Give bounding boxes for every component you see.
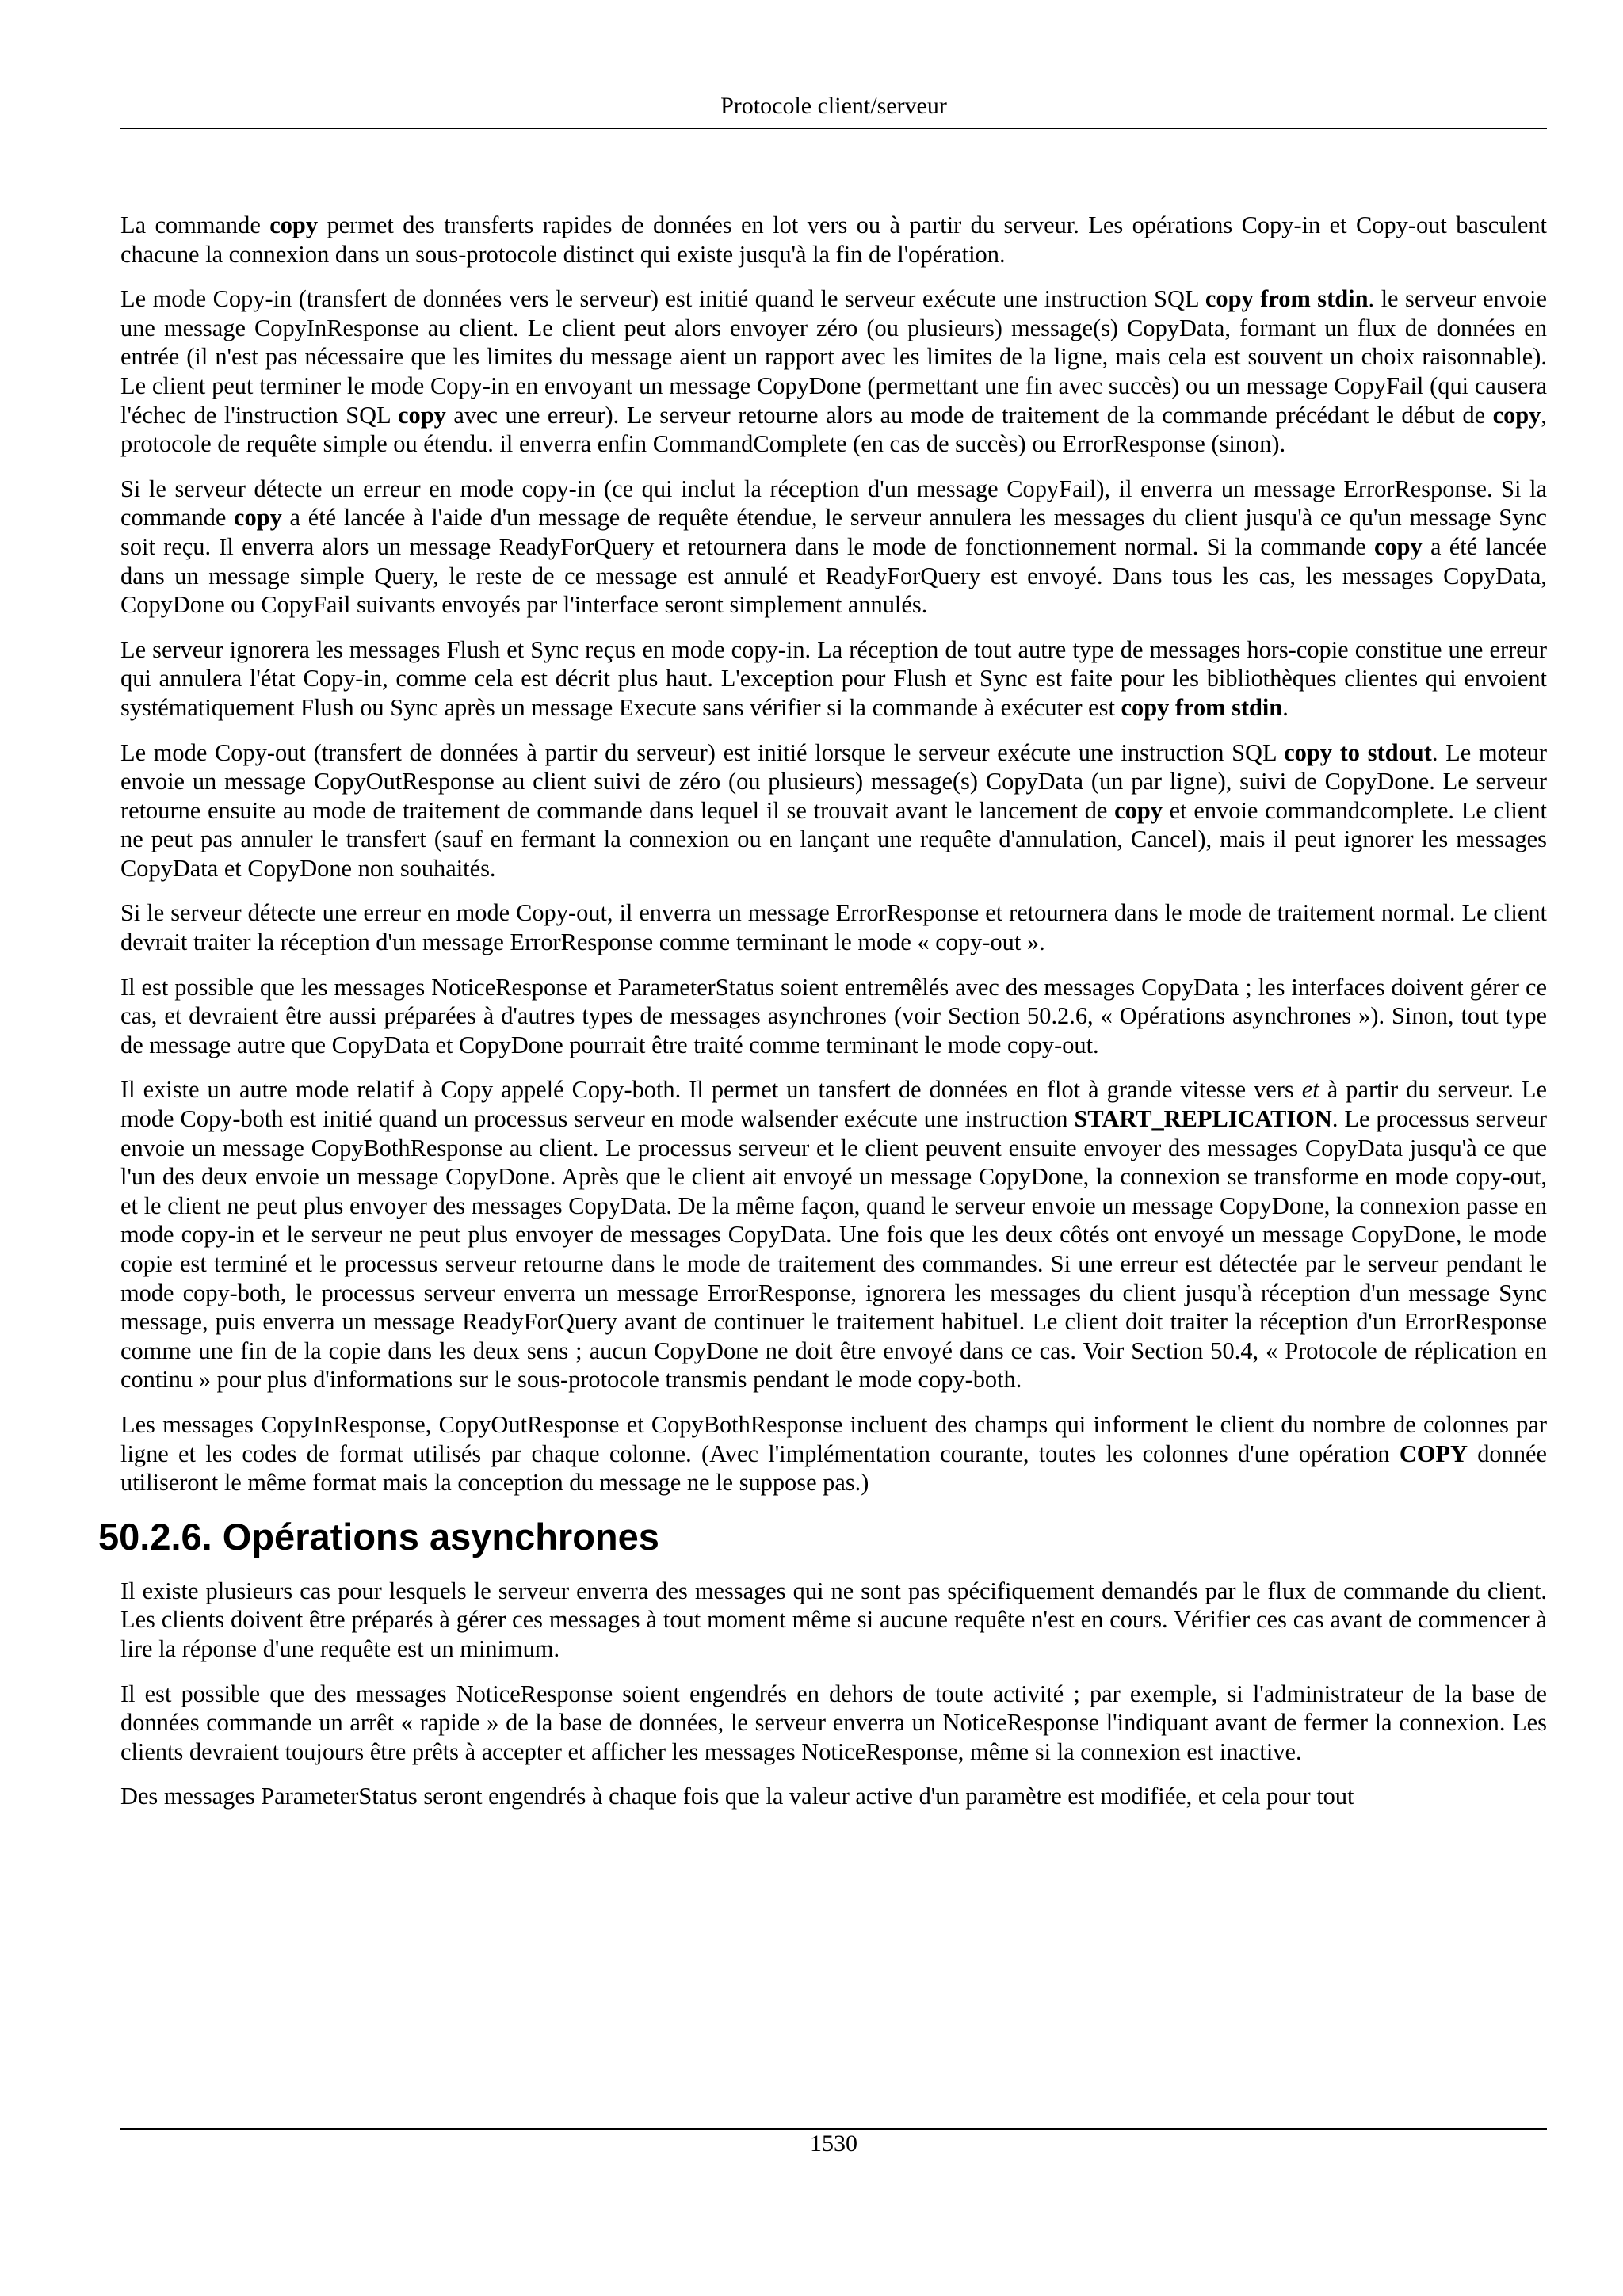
paragraph-copy-intro: La commande copy permet des transferts rapides de données en lot vers ou à partir du serveur. Les opérations Copy-in et Copy-out basculent chacune la connexion dans un sous-protocole distinct qui existe jusqu'à la fin de l'opération. — [120, 212, 1547, 268]
paragraph-flush-sync: Le serveur ignorera les messages Flush et Sync reçus en mode copy-in. La réception de tout autre type de messages hors-copie constitue une erreur qui annulera l'état Copy-in, comme cela est décrit plus haut. L'exception pour Flush et Sync est faite pour les bibliothèques clientes qui envoient systématiquement Flush ou Sync après un message Execute sans vérifier si la commande à exécuter est copy from stdin. — [120, 635, 1547, 721]
paragraph-copy-in-error: Si le serveur détecte un erreur en mode copy-in (ce qui inclut la réception d'un message CopyFail), il enverra un message ErrorResponse. Si la commande copy a été lancée à l'aide d'un message de requête étendue, le serveur annulera les messages du client jusqu'à ce qu'un message Sync soit reçu. Il enverra alors un message ReadyForQuery et retournera dans le mode de fonctionnement normal. Si la commande copy a été lancée dans un message simple Query, le reste de ce message est annulé et ReadyForQuery est envoyé. Dans tous les cas, les messages CopyData, CopyDone ou CopyFail suivants envoyés par l'interface seront simplement annulés. — [120, 475, 1547, 619]
paragraph-notice-response: Il est possible que des messages NoticeResponse soient engendrés en dehors de toute activité ; par exemple, si l'administrateur de la base de données commande un arrêt « rapide » de la base de données, le serveur enverra un NoticeResponse l'indiquant avant de fermer la connexion. Les clients devraient toujours être prêts à accepter et afficher les messages NoticeResponse, même si la connexion est inactive. — [120, 1680, 1547, 1765]
paragraph-copy-responses: Les messages CopyInResponse, CopyOutResponse et CopyBothResponse incluent des champs qui informent le client du nombre de colonnes par ligne et les codes de format utilisés par chaque colonne. (Avec l'implémentation courante, toutes les colonnes d'une opération COPY donnée utiliseront le même format mais la conception du message ne le suppose pas.) — [120, 1410, 1547, 1497]
header-rule — [120, 128, 1547, 129]
section-heading: 50.2.6. Opérations asynchrones — [98, 1515, 659, 1558]
paragraph-copy-out-error: Si le serveur détecte une erreur en mode Copy-out, il enverra un message ErrorResponse et retournera dans le mode de traitement normal. Le client devrait traiter la réception d'un message ErrorResponse comme terminant le mode « copy-out ». — [120, 899, 1547, 956]
body-text — [98, 211, 1548, 1827]
paragraph-interleaved-messages: Il est possible que les messages NoticeResponse et ParameterStatus soient entremêlés avec des messages CopyData ; les interfaces doivent gérer ce cas, et devraient être aussi préparées à d'autres types de messages asynchrones (voir Section 50.2.6, « Opérations asynchrones »). Sinon, tout type de message autre que CopyData et CopyDone pourrait être traité comme terminant le mode copy-out. — [120, 973, 1547, 1058]
paragraph-copy-out-mode: Le mode Copy-out (transfert de données à partir du serveur) est initié lorsque le serveur exécute une instruction SQL copy to stdout. Le moteur envoie un message CopyOutResponse au client suivi de zéro (ou plusieurs) message(s) CopyData (un par ligne), suivi de CopyDone. Le serveur retourne ensuite au mode de traitement de commande dans lequel il se trouvait avant le lancement de copy et envoie commandcomplete. Le client ne peut pas annuler le transfert (sauf en fermant la connexion ou en lançant une requête d'annulation, Cancel), mais il peut ignorer les messages CopyData et CopyDone non souhaités. — [120, 738, 1548, 882]
page-number: 1530 — [810, 2130, 857, 2157]
paragraph-async-intro: Il existe plusieurs cas pour lesquels le serveur enverra des messages qui ne sont pas spécifiquement demandés par le flux de commande du client. Les clients doivent être préparés à gérer ces messages à tout moment même si aucune requête n'est en cours. Vérifier ces cas avant de commencer à lire la réponse d'une requête est un minimum. — [120, 1577, 1547, 1662]
paragraph-parameter-status: Des messages ParameterStatus seront engendrés à chaque fois que la valeur active d'un paramètre est modifiée, et cela pour tout — [120, 1783, 1354, 1810]
running-header: Protocole client/serveur — [720, 93, 947, 119]
paragraph-copy-both-mode: Il existe un autre mode relatif à Copy appelé Copy-both. Il permet un tansfert de données en flot à grande vitesse vers et à partir du serveur. Le mode Copy-both est initié quand un processus serveur en mode walsender exécute une instruction START_REPLICATION. Le processus serveur envoie un message CopyBothResponse au client. Le processus serveur et le client peuvent ensuite envoyer des messages CopyData jusqu'à ce que l'un des deux envoie un message CopyDone. Après que le client ait envoyé un message CopyDone, la connexion se transforme en mode copy-out, et le client ne peut plus envoyer des messages CopyData. De la même façon, quand le serveur envoie un message CopyDone, la connexion passe en mode copy-in et le serveur ne peut plus envoyer de messages CopyData. Une fois que les deux côtés ont envoyé un message CopyDone, le mode copie est terminé et le processus serveur retourne dans le mode de traitement des commandes. Si une erreur est détectée par le serveur pendant le mode copy-both, le processus serveur enverra un message ErrorResponse, ignorera les messages du client jusqu'à réception d'un message Sync message, puis enverra un message ReadyForQuery avant de continuer le traitement habituel. Le client doit traiter la réception d'un ErrorResponse comme une fin de la copie dans les deux sens ; aucun CopyDone ne doit être envoyé dans ce cas. Voir Section 50.4, « Protocole de réplication en continu » pour plus d'informations sur le sous-protocole transmis pendant le mode copy-both. — [120, 1076, 1547, 1394]
paragraph-copy-in-mode: Le mode Copy-in (transfert de données vers le serveur) est initié quand le serveur exécute une instruction SQL copy from stdin. le serveur envoie une message CopyInResponse au client. Le client peut alors envoyer zéro (ou plusieurs) message(s) CopyData, formant un flux de données en entrée (il n'est pas nécessaire que les limites du message aient un rapport avec les limites de la ligne, mais cela est souvent un choix raisonnable). Le client peut terminer le mode Copy-in en envoyant un message CopyDone (permettant une fin avec succès) ou un message CopyFail (qui causera l'échec de l'instruction SQL copy avec une erreur). Le serveur retourne alors au mode de traitement de la commande précédant le début de copy, protocole de requête simple ou étendu. il enverra enfin CommandComplete (en cas de succès) ou ErrorResponse (sinon). — [120, 285, 1547, 458]
